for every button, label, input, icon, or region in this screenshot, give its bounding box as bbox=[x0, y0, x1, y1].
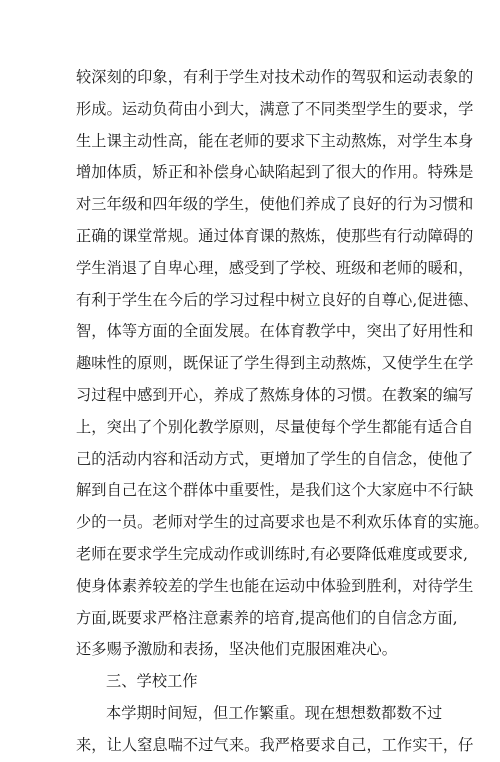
text-line: 本学期时间短，但工作繁重。现在想想数都数不过 bbox=[106, 703, 443, 722]
text-line: 趣味性的原则，既保证了学生得到主动熬炼，又使学生在学 bbox=[76, 354, 474, 373]
text-line: 老师在要求学生完成动作或训练时,有必要降低难度或要求, bbox=[76, 544, 469, 563]
text-line: 较深刻的印象，有利于学生对技术动作的驾驭和运动表象的 bbox=[76, 68, 474, 86]
text-line: 还多赐予激励和表扬，坚决他们克服困难决心。 bbox=[76, 640, 398, 659]
section-heading: 三、学校工作 bbox=[106, 672, 198, 691]
text-line: 对三年级和四年级的学生，使他们养成了良好的行为习惯和 bbox=[76, 195, 474, 214]
text-line: 使身体素养较差的学生也能在运动中体验到胜利，对待学生 bbox=[76, 576, 474, 595]
text-line: 解到自己在这个群体中重要性，是我们这个大家庭中不行缺 bbox=[76, 481, 474, 500]
text-line: 少的一员。老师对学生的过高要求也是不利欢乐体育的实施。 bbox=[76, 513, 489, 532]
text-line: 生上课主动性高，能在老师的要求下主动熬炼，对学生本身 bbox=[76, 131, 474, 150]
text-line: 增加体质，矫正和补偿身心缺陷起到了很大的作用。特殊是 bbox=[76, 163, 474, 182]
body-text bbox=[76, 62, 489, 762]
text-line: 方面,既要求严格注意素养的培育,提高他们的自信念方面, bbox=[76, 608, 458, 627]
text-line: 智，体等方面的全面发展。在体育教学中，突出了好用性和 bbox=[76, 322, 474, 341]
text-line: 己的活动内容和活动方式，更增加了学生的自信念，使他了 bbox=[76, 449, 474, 468]
text-line: 学生消退了自卑心理，感受到了学校、班级和老师的暖和， bbox=[76, 258, 474, 277]
text-line: 形成。运动负荷由小到大，满意了不同类型学生的要求，学 bbox=[76, 99, 474, 118]
text-line: 来，让人窒息喘不过气来。我严格要求自己，工作实干，仔 bbox=[76, 735, 474, 754]
text-line: 正确的课堂常规。通过体育课的熬炼，使那些有行动障碍的 bbox=[76, 226, 474, 245]
text-line: 习过程中感到开心，养成了熬炼身体的习惯。在教案的编写 bbox=[76, 385, 474, 404]
text-line: 有利于学生在今后的学习过程中树立良好的自尊心,促进德、 bbox=[76, 290, 479, 309]
text-line: 上，突出了个别化教学原则，尽量使每个学生都能有适合自 bbox=[76, 417, 474, 436]
